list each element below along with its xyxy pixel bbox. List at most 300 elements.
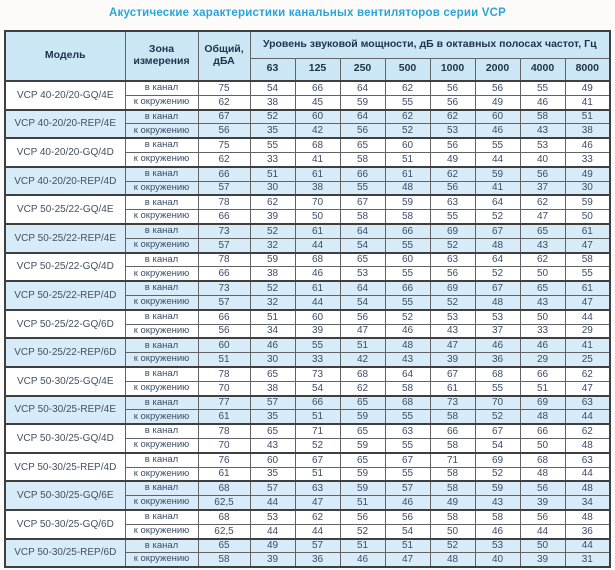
octave-value: 44	[250, 496, 295, 510]
model-name: VCP 40-20/20-REP/4E	[5, 110, 125, 139]
octave-value: 48	[565, 510, 610, 524]
total-dba-value: 56	[198, 124, 250, 138]
total-dba-value: 68	[198, 510, 250, 524]
octave-value: 32	[250, 295, 295, 309]
octave-value: 59	[340, 95, 385, 109]
octave-value: 65	[340, 396, 385, 410]
octave-value: 61	[295, 281, 340, 295]
total-dba-value: 60	[198, 338, 250, 352]
model-name: VCP 50-30/25-GQ/6D	[5, 510, 125, 539]
model-name: VCP 50-30/25-REP/4D	[5, 453, 125, 482]
octave-value: 51	[295, 467, 340, 481]
octave-value: 40	[520, 152, 565, 166]
octave-value: 65	[520, 224, 565, 238]
zone-label: к окружению	[125, 267, 198, 281]
octave-value: 55	[385, 238, 430, 252]
col-header-freq-63: 63	[250, 58, 295, 81]
octave-value: 46	[520, 95, 565, 109]
octave-value: 66	[430, 424, 475, 438]
total-dba-value: 78	[198, 367, 250, 381]
octave-value: 47	[385, 553, 430, 567]
zone-label: к окружению	[125, 238, 198, 252]
octave-value: 61	[565, 224, 610, 238]
octave-value: 63	[295, 481, 340, 495]
octave-value: 64	[340, 110, 385, 124]
octave-value: 56	[340, 510, 385, 524]
octave-value: 62	[340, 381, 385, 395]
octave-value: 58	[565, 253, 610, 267]
octave-value: 53	[475, 310, 520, 324]
table-row	[5, 224, 610, 238]
octave-value: 51	[340, 539, 385, 553]
octave-value: 48	[565, 481, 610, 495]
octave-value: 58	[430, 410, 475, 424]
col-header-octave-bands: Уровень звуковой мощности, дБ в октавных полосах частот, Гц	[250, 31, 610, 58]
octave-value: 63	[565, 453, 610, 467]
octave-value: 58	[340, 210, 385, 224]
octave-value: 51	[295, 410, 340, 424]
octave-value: 64	[475, 253, 520, 267]
octave-value: 64	[340, 81, 385, 95]
octave-value: 48	[430, 553, 475, 567]
octave-value: 49	[565, 81, 610, 95]
zone-label: к окружению	[125, 210, 198, 224]
octave-value: 29	[565, 324, 610, 338]
zone-label: в канал	[125, 224, 198, 238]
octave-value: 55	[385, 295, 430, 309]
octave-value: 66	[520, 367, 565, 381]
octave-value: 46	[385, 496, 430, 510]
octave-value: 35	[250, 124, 295, 138]
model-name: VCP 50-25/22-GQ/4D	[5, 253, 125, 282]
total-dba-value: 75	[198, 138, 250, 152]
octave-value: 64	[385, 367, 430, 381]
octave-value: 70	[295, 195, 340, 209]
octave-value: 47	[565, 295, 610, 309]
octave-value: 66	[340, 167, 385, 181]
zone-label: к окружению	[125, 438, 198, 452]
octave-value: 62	[250, 195, 295, 209]
octave-value: 50	[565, 210, 610, 224]
octave-value: 47	[565, 381, 610, 395]
zone-label: в канал	[125, 310, 198, 324]
octave-value: 55	[475, 381, 520, 395]
octave-value: 60	[295, 110, 340, 124]
octave-value: 68	[520, 453, 565, 467]
octave-value: 50	[520, 539, 565, 553]
octave-value: 61	[385, 167, 430, 181]
octave-value: 47	[295, 496, 340, 510]
octave-value: 44	[295, 238, 340, 252]
model-name: VCP 50-30/25-GQ/4E	[5, 367, 125, 396]
octave-value: 63	[430, 195, 475, 209]
octave-value: 52	[250, 281, 295, 295]
octave-value: 58	[430, 467, 475, 481]
octave-value: 43	[430, 324, 475, 338]
octave-value: 66	[385, 281, 430, 295]
model-name: VCP 40-20/20-REP/4D	[5, 167, 125, 196]
total-dba-value: 51	[198, 353, 250, 367]
octave-value: 46	[385, 324, 430, 338]
zone-label: к окружению	[125, 152, 198, 166]
model-name: VCP 50-30/25-REP/4E	[5, 396, 125, 425]
octave-value: 67	[475, 424, 520, 438]
octave-value: 65	[520, 281, 565, 295]
octave-value: 43	[520, 124, 565, 138]
octave-value: 62	[385, 81, 430, 95]
octave-value: 67	[475, 281, 520, 295]
octave-value: 55	[385, 438, 430, 452]
octave-value: 59	[340, 481, 385, 495]
octave-value: 56	[340, 124, 385, 138]
octave-value: 60	[475, 110, 520, 124]
zone-label: в канал	[125, 281, 198, 295]
octave-value: 71	[295, 424, 340, 438]
octave-value: 52	[430, 295, 475, 309]
acoustic-characteristics-table	[4, 30, 611, 568]
octave-value: 56	[430, 95, 475, 109]
octave-value: 55	[340, 181, 385, 195]
octave-value: 25	[565, 353, 610, 367]
octave-value: 52	[340, 524, 385, 538]
total-dba-value: 73	[198, 281, 250, 295]
page-title: Акустические характеристики канальных вентиляторов серии VCP	[108, 7, 507, 19]
zone-label: к окружению	[125, 553, 198, 567]
octave-value: 47	[520, 210, 565, 224]
octave-value: 68	[475, 367, 520, 381]
octave-value: 50	[430, 524, 475, 538]
octave-value: 46	[250, 338, 295, 352]
col-header-freq-2000: 2000	[475, 58, 520, 81]
octave-value: 45	[295, 95, 340, 109]
octave-value: 66	[385, 224, 430, 238]
octave-value: 44	[565, 410, 610, 424]
table-row	[5, 281, 610, 295]
zone-label: к окружению	[125, 524, 198, 538]
octave-value: 30	[250, 353, 295, 367]
octave-value: 52	[295, 438, 340, 452]
octave-value: 65	[340, 253, 385, 267]
col-header-freq-8000: 8000	[565, 58, 610, 81]
octave-value: 59	[250, 253, 295, 267]
model-name: VCP 50-25/22-GQ/6D	[5, 310, 125, 339]
octave-value: 48	[520, 467, 565, 481]
octave-value: 53	[430, 310, 475, 324]
octave-value: 51	[565, 110, 610, 124]
octave-value: 48	[475, 295, 520, 309]
total-dba-value: 66	[198, 310, 250, 324]
octave-value: 64	[340, 224, 385, 238]
octave-value: 48	[520, 410, 565, 424]
total-dba-value: 57	[198, 181, 250, 195]
octave-value: 58	[430, 438, 475, 452]
octave-value: 54	[340, 295, 385, 309]
octave-value: 51	[385, 539, 430, 553]
zone-label: в канал	[125, 424, 198, 438]
octave-value: 41	[295, 152, 340, 166]
zone-label: в канал	[125, 396, 198, 410]
zone-label: в канал	[125, 195, 198, 209]
table-row	[5, 167, 610, 181]
octave-value: 44	[475, 152, 520, 166]
total-dba-value: 78	[198, 195, 250, 209]
octave-value: 49	[565, 167, 610, 181]
total-dba-value: 57	[198, 295, 250, 309]
octave-value: 67	[430, 367, 475, 381]
octave-value: 55	[565, 267, 610, 281]
zone-label: в канал	[125, 367, 198, 381]
octave-value: 59	[565, 195, 610, 209]
octave-value: 67	[385, 453, 430, 467]
octave-value: 38	[250, 381, 295, 395]
octave-value: 62	[295, 510, 340, 524]
octave-value: 39	[520, 553, 565, 567]
total-dba-value: 68	[198, 481, 250, 495]
octave-value: 65	[340, 453, 385, 467]
octave-value: 49	[430, 152, 475, 166]
octave-value: 46	[295, 267, 340, 281]
total-dba-value: 56	[198, 324, 250, 338]
col-header-freq-1000: 1000	[430, 58, 475, 81]
octave-value: 48	[565, 438, 610, 452]
octave-value: 68	[295, 138, 340, 152]
total-dba-value: 62	[198, 152, 250, 166]
total-dba-value: 75	[198, 81, 250, 95]
octave-value: 56	[340, 310, 385, 324]
zone-label: к окружению	[125, 410, 198, 424]
octave-value: 64	[340, 281, 385, 295]
octave-value: 50	[520, 438, 565, 452]
octave-value: 47	[565, 238, 610, 252]
octave-value: 59	[340, 410, 385, 424]
octave-value: 33	[520, 324, 565, 338]
octave-value: 42	[295, 124, 340, 138]
octave-value: 55	[385, 267, 430, 281]
octave-value: 34	[565, 496, 610, 510]
octave-value: 68	[340, 367, 385, 381]
zone-label: к окружению	[125, 95, 198, 109]
octave-value: 63	[565, 396, 610, 410]
octave-value: 73	[430, 396, 475, 410]
octave-value: 46	[475, 338, 520, 352]
octave-value: 56	[520, 510, 565, 524]
table-row	[5, 338, 610, 352]
col-header-freq-125: 125	[295, 58, 340, 81]
octave-value: 43	[520, 238, 565, 252]
total-dba-value: 78	[198, 253, 250, 267]
octave-value: 32	[250, 238, 295, 252]
octave-value: 65	[250, 424, 295, 438]
octave-value: 59	[385, 195, 430, 209]
model-name: VCP 40-20/20-GQ/4D	[5, 138, 125, 167]
total-dba-value: 62	[198, 95, 250, 109]
zone-label: к окружению	[125, 324, 198, 338]
octave-value: 52	[430, 539, 475, 553]
octave-value: 49	[430, 496, 475, 510]
total-dba-value: 61	[198, 467, 250, 481]
octave-value: 47	[340, 324, 385, 338]
octave-value: 58	[340, 152, 385, 166]
octave-value: 62	[430, 167, 475, 181]
octave-value: 48	[385, 338, 430, 352]
model-name: VCP 50-25/22-REP/4E	[5, 224, 125, 253]
octave-value: 51	[340, 338, 385, 352]
octave-value: 52	[250, 224, 295, 238]
octave-value: 48	[385, 181, 430, 195]
table-row	[5, 453, 610, 467]
octave-value: 53	[520, 138, 565, 152]
total-dba-value: 62,5	[198, 524, 250, 538]
octave-value: 42	[340, 353, 385, 367]
octave-value: 41	[475, 181, 520, 195]
octave-value: 61	[565, 281, 610, 295]
octave-value: 46	[565, 138, 610, 152]
octave-value: 50	[520, 267, 565, 281]
octave-value: 39	[520, 496, 565, 510]
octave-value: 53	[340, 267, 385, 281]
octave-value: 56	[430, 138, 475, 152]
octave-value: 44	[295, 524, 340, 538]
octave-value: 52	[385, 310, 430, 324]
octave-value: 56	[430, 267, 475, 281]
table-row	[5, 396, 610, 410]
octave-value: 62	[430, 110, 475, 124]
total-dba-value: 66	[198, 210, 250, 224]
octave-value: 29	[520, 353, 565, 367]
octave-value: 38	[565, 124, 610, 138]
octave-value: 65	[250, 367, 295, 381]
zone-label: к окружению	[125, 181, 198, 195]
table-row	[5, 424, 610, 438]
model-name: VCP 50-25/22-REP/6D	[5, 338, 125, 367]
col-header-freq-250: 250	[340, 58, 385, 81]
octave-value: 37	[520, 181, 565, 195]
octave-value: 63	[385, 424, 430, 438]
octave-value: 33	[250, 152, 295, 166]
table-body	[5, 81, 610, 567]
octave-value: 71	[430, 453, 475, 467]
zone-label: к окружению	[125, 295, 198, 309]
octave-value: 44	[250, 524, 295, 538]
total-dba-value: 65	[198, 539, 250, 553]
zone-label: в канал	[125, 539, 198, 553]
zone-label: в канал	[125, 453, 198, 467]
octave-value: 46	[475, 524, 520, 538]
zone-label: к окружению	[125, 124, 198, 138]
total-dba-value: 76	[198, 453, 250, 467]
octave-value: 66	[520, 424, 565, 438]
octave-value: 41	[565, 338, 610, 352]
octave-value: 58	[430, 481, 475, 495]
octave-value: 39	[250, 553, 295, 567]
octave-value: 54	[385, 524, 430, 538]
zone-label: в канал	[125, 81, 198, 95]
octave-value: 39	[430, 353, 475, 367]
zone-label: в канал	[125, 338, 198, 352]
octave-value: 36	[565, 524, 610, 538]
octave-value: 50	[520, 310, 565, 324]
model-name: VCP 50-25/22-GQ/4E	[5, 195, 125, 224]
col-header-total-dba: Общий, дБА	[198, 31, 250, 81]
octave-value: 51	[520, 381, 565, 395]
octave-value: 55	[385, 467, 430, 481]
octave-value: 53	[475, 539, 520, 553]
octave-value: 39	[250, 210, 295, 224]
octave-value: 59	[475, 481, 520, 495]
octave-value: 63	[430, 253, 475, 267]
octave-value: 46	[475, 124, 520, 138]
octave-value: 30	[565, 181, 610, 195]
octave-value: 61	[430, 381, 475, 395]
octave-value: 66	[295, 81, 340, 95]
model-name: VCP 50-30/25-GQ/4D	[5, 424, 125, 453]
octave-value: 58	[475, 510, 520, 524]
octave-value: 62	[565, 367, 610, 381]
octave-value: 53	[250, 510, 295, 524]
octave-value: 59	[475, 167, 520, 181]
octave-value: 43	[250, 438, 295, 452]
octave-value: 61	[295, 167, 340, 181]
octave-value: 38	[295, 181, 340, 195]
octave-value: 43	[475, 496, 520, 510]
zone-label: в канал	[125, 167, 198, 181]
octave-value: 67	[295, 453, 340, 467]
octave-value: 66	[295, 396, 340, 410]
octave-value: 55	[385, 95, 430, 109]
octave-value: 33	[295, 353, 340, 367]
octave-value: 51	[250, 310, 295, 324]
total-dba-value: 67	[198, 110, 250, 124]
table-row	[5, 81, 610, 95]
octave-value: 47	[430, 338, 475, 352]
model-name: VCP 50-25/22-REP/4D	[5, 281, 125, 310]
octave-value: 52	[385, 124, 430, 138]
model-name: VCP 50-30/25-REP/6D	[5, 539, 125, 568]
table-row	[5, 195, 610, 209]
total-dba-value: 58	[198, 553, 250, 567]
model-name: VCP 50-30/25-GQ/6E	[5, 481, 125, 510]
octave-value: 64	[475, 195, 520, 209]
octave-value: 43	[520, 295, 565, 309]
zone-label: в канал	[125, 510, 198, 524]
octave-value: 56	[430, 81, 475, 95]
octave-value: 57	[250, 396, 295, 410]
octave-value: 62	[385, 110, 430, 124]
octave-value: 55	[430, 210, 475, 224]
table-row	[5, 110, 610, 124]
table-row	[5, 367, 610, 381]
total-dba-value: 66	[198, 167, 250, 181]
octave-value: 65	[340, 424, 385, 438]
octave-value: 69	[430, 224, 475, 238]
total-dba-value: 61	[198, 410, 250, 424]
col-header-freq-4000: 4000	[520, 58, 565, 81]
zone-label: в канал	[125, 110, 198, 124]
octave-value: 55	[250, 138, 295, 152]
octave-value: 44	[565, 539, 610, 553]
octave-value: 58	[430, 510, 475, 524]
octave-value: 38	[250, 267, 295, 281]
octave-value: 62	[520, 195, 565, 209]
octave-value: 49	[475, 95, 520, 109]
octave-value: 68	[385, 396, 430, 410]
total-dba-value: 77	[198, 396, 250, 410]
octave-value: 65	[340, 138, 385, 152]
zone-label: к окружению	[125, 353, 198, 367]
octave-value: 55	[520, 81, 565, 95]
octave-value: 61	[295, 224, 340, 238]
octave-value: 33	[565, 152, 610, 166]
